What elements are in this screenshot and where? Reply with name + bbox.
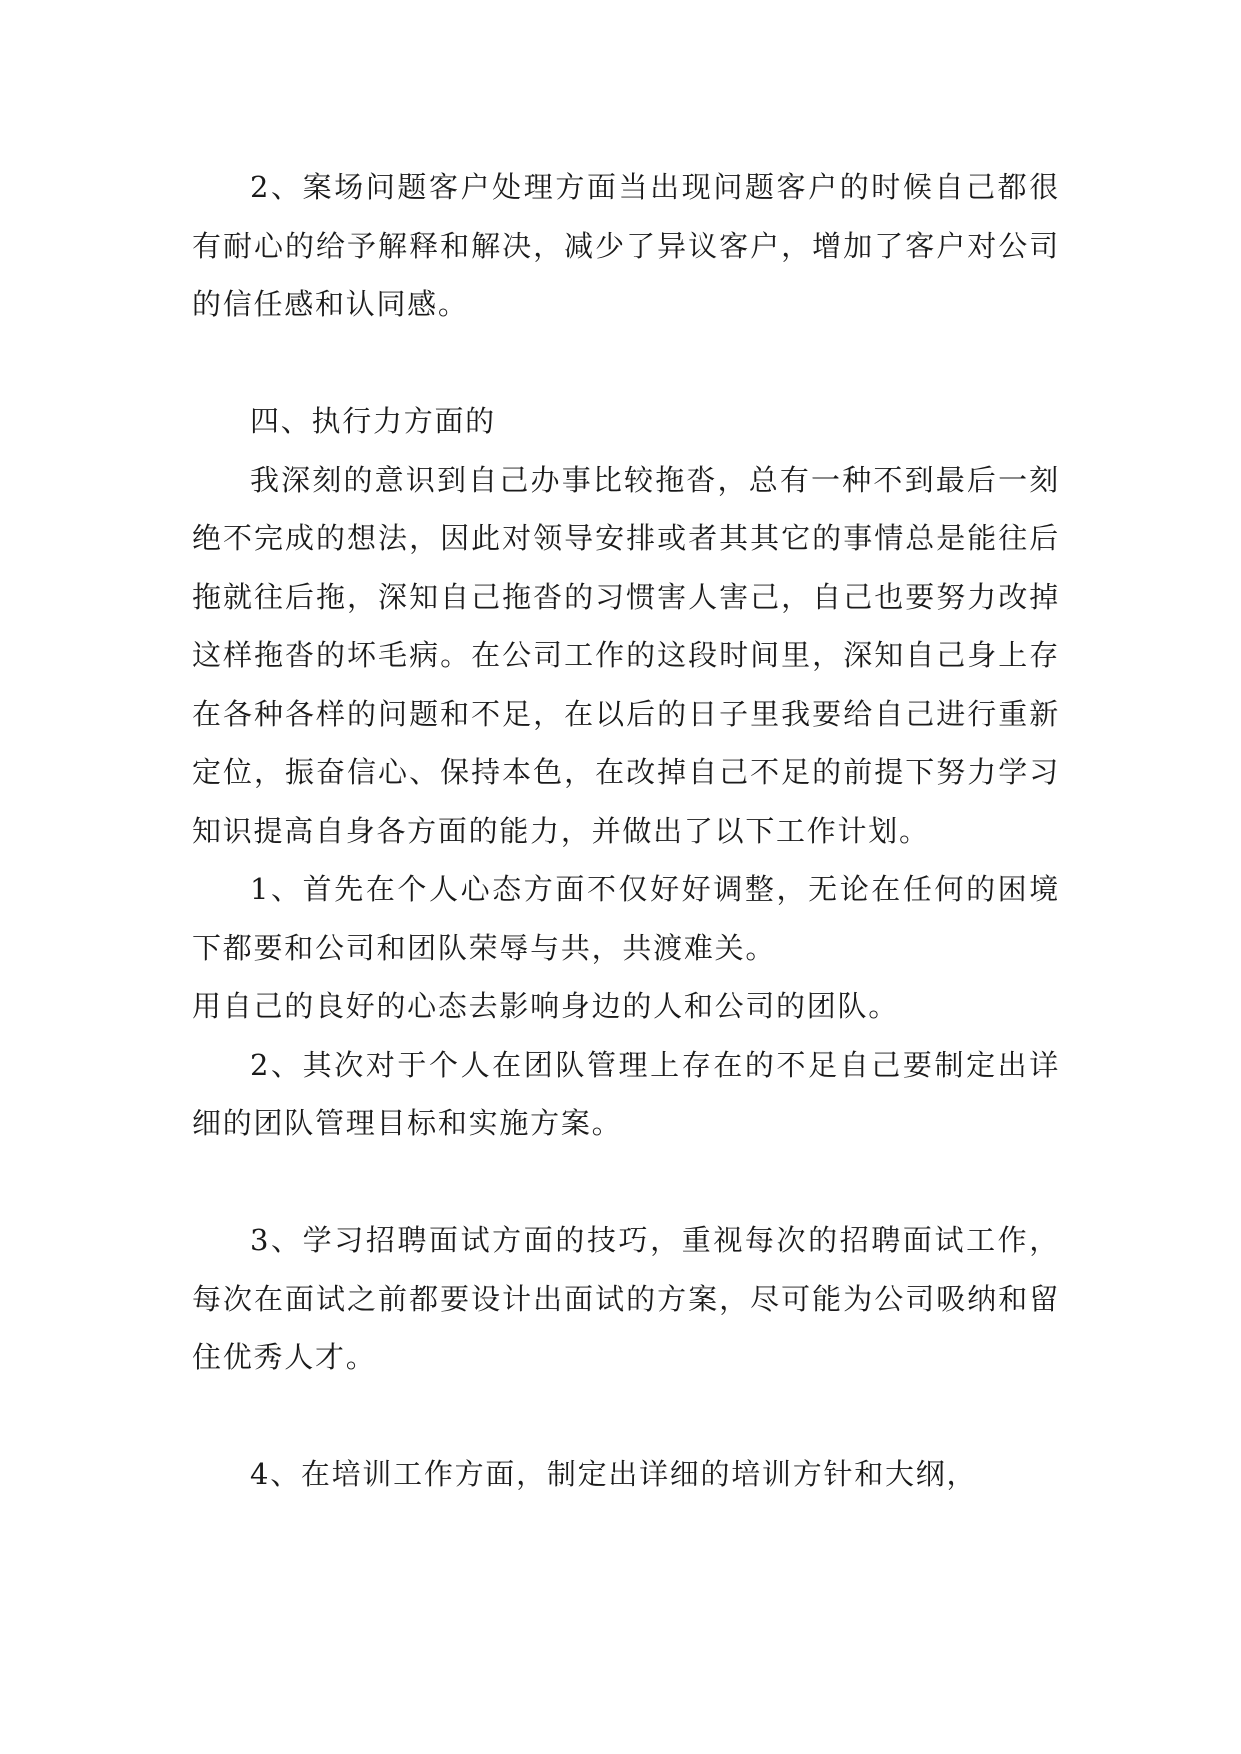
paragraph-plan-item-1: 1、首先在个人心态方面不仅好好调整，无论在任何的困境下都要和公司和团队荣辱与共，共渡难关。 — [192, 872, 1060, 965]
document-body — [192, 158, 1060, 1504]
paragraph-plan-item-3: 3、学习招聘面试方面的技巧，重视每次的招聘面试工作，每次在面试之前都要设计出面试的方案，尽可能为公司吸纳和留住优秀人才。 — [192, 1223, 1060, 1374]
section-heading-execution: 四、执行力方面的 — [250, 404, 496, 438]
paragraph-plan-item-2: 2、其次对于个人在团队管理上存在的不足自己要制定出详细的团队管理目标和实施方案。 — [192, 1047, 1060, 1140]
paragraph-plan-item-1-continued: 用自己的良好的心态去影响身边的人和公司的团队。 — [192, 989, 900, 1023]
paragraph-self-reflection: 我深刻的意识到自己办事比较拖沓，总有一种不到最后一刻绝不完成的想法，因此对领导安排或者其其它的事情总是能往后拖就往后拖，深知自己拖沓的习惯害人害己，自己也要努力改掉这样拖沓的坏毛病。在公司工作的这段时间里，深知自己身上存在各种各样的问题和不足，在以后的日子里我要给自己进行重新定位，振奋信心、保持本色，在改掉自己不足的前提下努力学习知识提高自身各方面的能力，并做出了以下工作计划。 — [192, 462, 1060, 848]
paragraph-problem-customers: 2、案场问题客户处理方面当出现问题客户的时候自己都很有耐心的给予解释和解决，减少了异议客户，增加了客户对公司的信任感和认同感。 — [192, 170, 1060, 321]
paragraph-plan-item-4: 4、在培训工作方面，制定出详细的培训方针和大纲， — [250, 1457, 978, 1491]
